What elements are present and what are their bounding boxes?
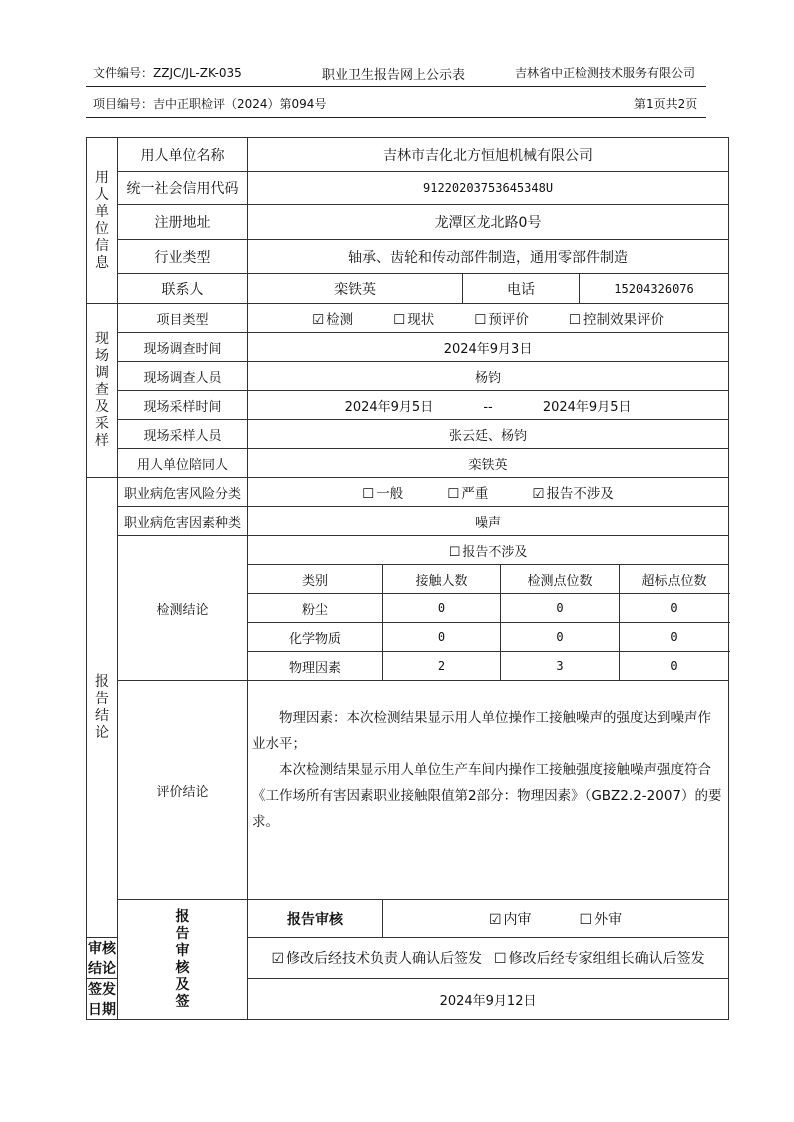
checkbox-option[interactable]: [447, 482, 488, 502]
sampling-time-value: [248, 391, 729, 420]
checkbox-label: 检测: [326, 312, 354, 328]
document-title: 职业卫生报告网上公示表: [322, 68, 466, 83]
checkbox-label: 外审: [594, 911, 623, 928]
hazard-factor-value: 噪声: [248, 507, 729, 536]
checkbox-label: 一般: [376, 486, 404, 502]
issue-date-label: 签发日期: [87, 979, 118, 1020]
checkbox-label: 严重: [461, 486, 489, 502]
checkbox-option[interactable]: [393, 308, 434, 328]
checkbox-option[interactable]: [532, 482, 614, 502]
section-survey-sampling: [87, 304, 118, 478]
evaluation-conclusion-label: 评价结论: [118, 681, 248, 900]
row-point-count: 0: [501, 594, 620, 623]
survey-char: 现: [95, 331, 109, 347]
column-header: 超标点位数: [620, 565, 729, 594]
survey-char: 样: [95, 433, 109, 449]
risk-class-options: [248, 478, 729, 507]
project-type-label: 项目类型: [118, 304, 248, 333]
row-exposed-count: 2: [383, 652, 501, 681]
contact-label: 联系人: [118, 274, 248, 304]
credit-code-label: 统一社会信用代码: [118, 172, 248, 205]
row-point-count: 3: [501, 652, 620, 681]
review-char: 告: [175, 925, 190, 942]
evaluation-conclusion-text: [248, 681, 729, 900]
row-exposed-count: 0: [383, 623, 501, 652]
checkbox-label: 控制效果评价: [583, 312, 664, 328]
review-result-label: 审核结论: [87, 938, 118, 979]
sampling-time-label: 现场采样时间: [118, 391, 248, 420]
hazard-factor-label: 职业病危害因素种类: [118, 507, 248, 536]
checkbox-option[interactable]: [474, 308, 529, 328]
survey-time-value: 2024年9月3日: [248, 333, 729, 362]
review-result-options: [248, 938, 729, 979]
checkbox-label: 修改后经专家组组长确认后签发: [508, 951, 705, 967]
row-exceed-count: 0: [620, 623, 729, 652]
checkbox-option[interactable]: [312, 308, 353, 328]
checkbox-label: 预评价: [488, 312, 529, 328]
checkbox-label: 报告不涉及: [546, 486, 614, 502]
sampling-separator: --: [483, 399, 493, 415]
unchecked-box-icon[interactable]: ☐: [494, 951, 507, 967]
disclosure-form: [86, 137, 729, 1020]
address-label: 注册地址: [118, 205, 248, 240]
review-char: 审: [175, 942, 190, 959]
survey-char: 调: [95, 365, 109, 381]
column-header: 接触人数: [383, 565, 501, 594]
company-name: 吉林省中正检测技术服务有限公司: [515, 66, 696, 80]
survey-char: 查: [95, 382, 109, 398]
risk-class-label: 职业病危害风险分类: [118, 478, 248, 507]
page-number: 第1页共2页: [634, 97, 698, 111]
review-type-options: [383, 900, 729, 938]
review-char: 及: [175, 976, 190, 993]
unchecked-box-icon[interactable]: ☐: [448, 544, 461, 560]
sampling-start: 2024年9月5日: [344, 399, 434, 415]
row-exceed-count: 0: [620, 652, 729, 681]
conclusion-char: 论: [95, 724, 109, 741]
employer-char: 息: [95, 254, 109, 271]
checkbox-option[interactable]: [489, 909, 532, 929]
review-char: 报: [175, 908, 190, 925]
unchecked-box-icon[interactable]: ☐: [568, 312, 581, 328]
employer-name-value: 吉林市吉化北方恒旭机械有限公司: [248, 138, 729, 172]
row-category: 粉尘: [248, 594, 383, 623]
checkbox-option[interactable]: [580, 909, 623, 929]
survey-staff-value: 杨钧: [248, 362, 729, 391]
review-type-label: 报告审核: [248, 900, 383, 938]
evaluation-paragraph-physical: 物理因素：本次检测结果显示用人单位操作工接触噪声的强度达到噪声作业水平；: [252, 710, 711, 752]
row-exceed-count: 0: [620, 594, 729, 623]
phone-value: 15204326076: [580, 274, 729, 304]
checked-box-icon[interactable]: ☑: [488, 911, 502, 928]
checked-box-icon[interactable]: ☑: [271, 951, 285, 967]
survey-char: 采: [95, 416, 109, 432]
checkbox-label: 报告不涉及: [462, 544, 528, 560]
unchecked-box-icon[interactable]: ☐: [362, 486, 375, 502]
detection-not-involved: [248, 536, 729, 565]
checkbox-label: 修改后经技术负责人确认后签发: [286, 951, 483, 967]
column-header: 类别: [248, 565, 383, 594]
project-type-options: [248, 304, 729, 333]
project-number: 项目编号：吉中正职检评（2024）第094号: [93, 97, 327, 111]
industry-label: 行业类型: [118, 240, 248, 274]
phone-label: 电话: [463, 274, 580, 304]
file-number: 文件编号：ZZJC/JL-ZK-035: [93, 66, 242, 80]
credit-code-value: 91220203753645348U: [248, 172, 729, 205]
contact-value: 栾铁英: [248, 274, 463, 304]
companion-value: 栾铁英: [248, 449, 729, 478]
review-char: 核: [175, 959, 190, 976]
conclusion-char: 报: [95, 673, 109, 690]
checkbox-label: 内审: [503, 911, 532, 928]
conclusion-char: 告: [95, 690, 109, 707]
address-value: 龙潭区龙北路0号: [248, 205, 729, 240]
section-report-conclusion: [87, 478, 118, 938]
section-review-signoff: [118, 900, 248, 1020]
review-char: 签: [175, 993, 190, 1010]
row-exposed-count: 0: [383, 594, 501, 623]
employer-char: 用: [95, 169, 109, 186]
row-category: 化学物质: [248, 623, 383, 652]
checked-box-icon[interactable]: ☑: [312, 312, 325, 328]
survey-char: 及: [95, 399, 109, 415]
survey-time-label: 现场调查时间: [118, 333, 248, 362]
unchecked-box-icon[interactable]: ☐: [447, 486, 460, 502]
section-employer-info: [87, 138, 118, 304]
sampling-end: 2024年9月5日: [542, 399, 632, 415]
header-divider-2: [86, 117, 706, 118]
row-category: 物理因素: [248, 652, 383, 681]
checkbox-option[interactable]: [494, 948, 705, 968]
unchecked-box-icon[interactable]: ☐: [474, 312, 487, 328]
employer-name-label: 用人单位名称: [118, 138, 248, 172]
detection-conclusion-label: 检测结论: [118, 536, 248, 681]
checkbox-option[interactable]: [362, 482, 403, 502]
checkbox-option[interactable]: [449, 541, 528, 560]
column-header: 检测点位数: [501, 565, 620, 594]
survey-char: 场: [95, 348, 109, 364]
employer-char: 人: [95, 186, 109, 203]
conclusion-char: 结: [95, 707, 109, 724]
sampling-staff-value: 张云廷、杨钧: [248, 420, 729, 449]
survey-staff-label: 现场调查人员: [118, 362, 248, 391]
employer-char: 信: [95, 237, 109, 254]
checkbox-label: 现状: [407, 312, 435, 328]
employer-char: 位: [95, 220, 109, 237]
checked-box-icon[interactable]: ☑: [532, 486, 545, 502]
header-divider: [86, 86, 706, 87]
employer-char: 单: [95, 203, 109, 220]
evaluation-paragraph-compliance: 本次检测结果显示用人单位生产车间内操作工接触强度接触噪声强度符合《工作场所有害因素职业接触限值第2部分：物理因素》（GBZ2.2-2007）的要求。: [252, 762, 722, 830]
issue-date-value: 2024年9月12日: [248, 979, 729, 1020]
row-point-count: 0: [501, 623, 620, 652]
unchecked-box-icon[interactable]: ☐: [393, 312, 406, 328]
unchecked-box-icon[interactable]: ☐: [579, 911, 593, 928]
sampling-staff-label: 现场采样人员: [118, 420, 248, 449]
checkbox-option[interactable]: [271, 948, 482, 968]
industry-value: 轴承、齿轮和传动部件制造，通用零部件制造: [248, 240, 729, 274]
checkbox-option[interactable]: [569, 308, 664, 328]
companion-label: 用人单位陪同人: [118, 449, 248, 478]
